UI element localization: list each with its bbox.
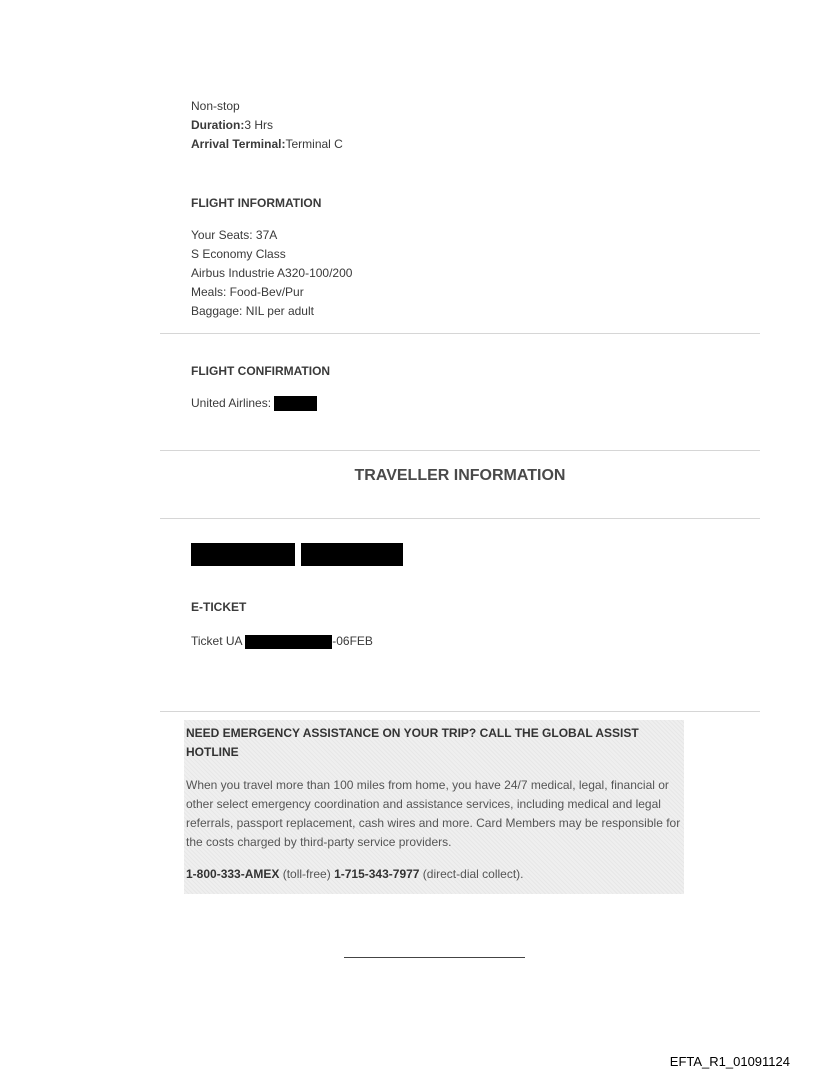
aircraft-type: Airbus Industrie A320-100/200 xyxy=(191,266,353,280)
redacted-ticket-number xyxy=(245,635,332,649)
traveller-information-title: TRAVELLER INFORMATION xyxy=(354,467,566,484)
redacted-traveller-first-name xyxy=(191,543,295,566)
closing-rule xyxy=(344,957,525,958)
section-divider xyxy=(160,333,760,334)
direct-dial-note: (direct-dial collect). xyxy=(419,867,524,881)
meals-info: Meals: Food-Bev/Pur xyxy=(191,285,304,299)
airline-confirmation xyxy=(191,394,317,413)
emergency-assistance-callout xyxy=(184,720,684,894)
assistance-body: When you travel more than 100 miles from home, you have 24/7 medical, legal, financial or other select emergency coordination and assistance services, including medical and legal referrals, passport replacement, cash wires and more. Card Members may be responsible for the costs charged by third-party service providers. xyxy=(186,778,681,849)
duration-value: 3 Hrs xyxy=(244,118,273,132)
arrival-terminal xyxy=(191,135,343,154)
duration-label: Duration: xyxy=(191,118,245,132)
tollfree-phone: 1-800-333-AMEX xyxy=(186,867,280,881)
arrival-terminal-value: Terminal C xyxy=(285,137,343,151)
cabin-class: S Economy Class xyxy=(191,247,286,261)
flight-confirmation-title: FLIGHT CONFIRMATION xyxy=(191,364,331,378)
baggage-info: Baggage: NIL per adult xyxy=(191,304,314,318)
ticket-prefix: Ticket UA xyxy=(191,634,242,648)
flight-information-title: FLIGHT INFORMATION xyxy=(191,196,322,210)
airline-label: United Airlines: xyxy=(191,396,272,410)
section-divider xyxy=(160,450,760,451)
flight-stops: Non-stop xyxy=(191,99,240,113)
redacted-traveller-last-name xyxy=(301,543,403,566)
ticket-suffix: -06FEB xyxy=(332,634,373,648)
eticket-title: E-TICKET xyxy=(191,600,247,614)
assistance-heading: NEED EMERGENCY ASSISTANCE ON YOUR TRIP? CALL THE GLOBAL ASSIST HOTLINE xyxy=(186,726,639,759)
flight-duration xyxy=(191,116,273,135)
section-divider xyxy=(160,711,760,712)
document-id: EFTA_R1_01091124 xyxy=(669,1054,790,1069)
ticket-number xyxy=(191,632,373,651)
assistance-phone-numbers xyxy=(186,865,524,884)
arrival-terminal-label: Arrival Terminal: xyxy=(191,137,286,151)
redacted-confirmation-code xyxy=(274,396,317,411)
direct-dial-phone: 1-715-343-7977 xyxy=(334,867,420,881)
seat-assignment: Your Seats: 37A xyxy=(191,228,278,242)
section-divider xyxy=(160,518,760,519)
tollfree-note: (toll-free) xyxy=(279,867,335,881)
